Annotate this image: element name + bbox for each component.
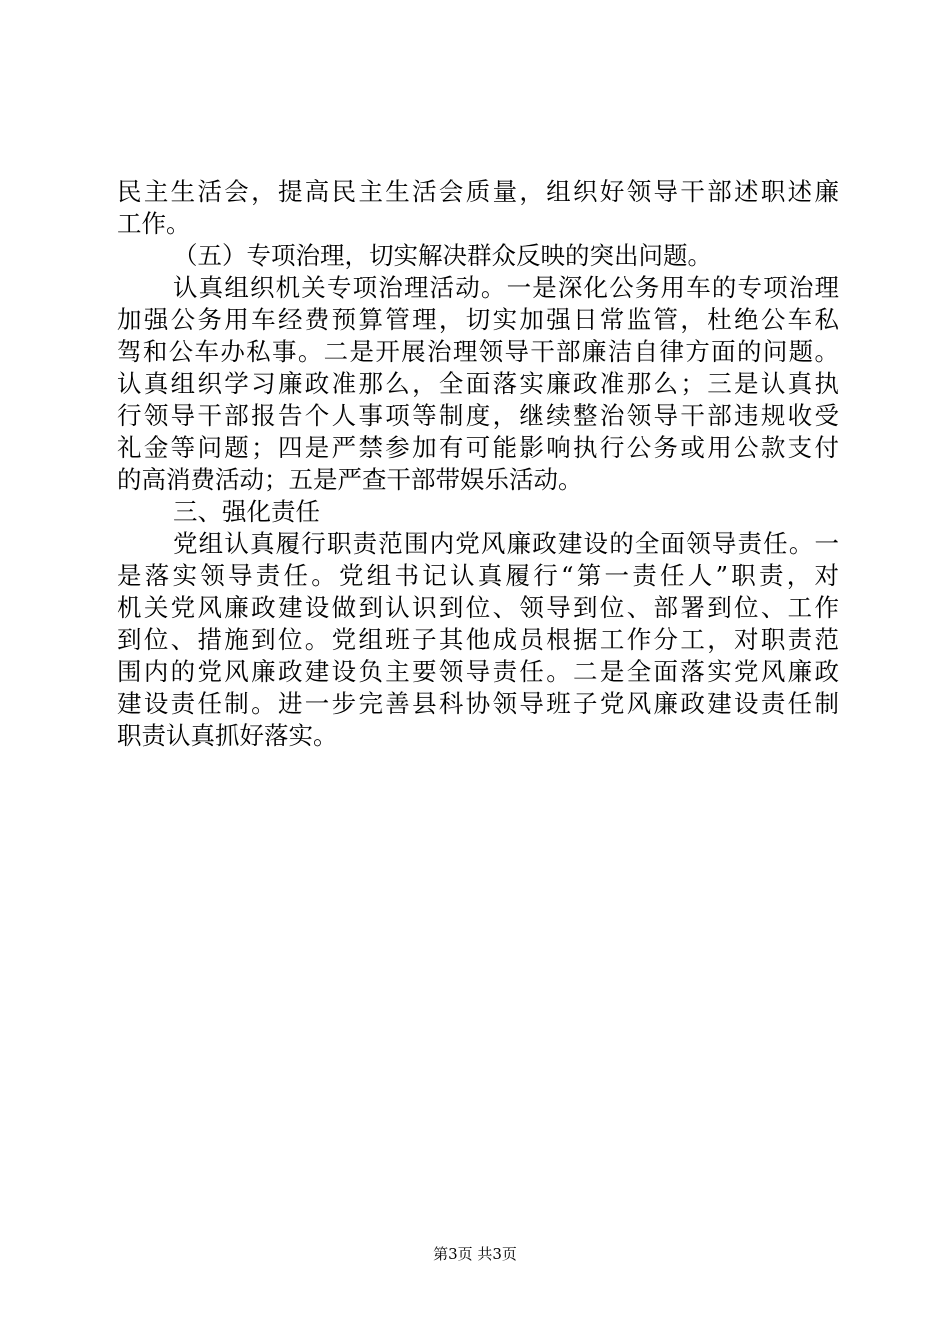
- text-line-8: 行领导干部报告个人事项等制度，继续整治领导干部违规收受: [117, 401, 839, 430]
- text-line-2: 工作。: [117, 209, 191, 238]
- text-line-15: 到位、措施到位。党组班子其他成员根据工作分工，对职责范: [117, 625, 839, 654]
- text-line-18: 职责认真抓好落实。: [117, 721, 338, 750]
- section-heading-5: （五）专项治理，切实解决群众反映的突出问题。: [173, 241, 712, 270]
- text-line-10: 的高消费活动；五是严查干部带娱乐活动。: [117, 465, 583, 494]
- page-footer: 第3页 共3页: [433, 1245, 517, 1263]
- text-line-9: 礼金等问题；四是严禁参加有可能影响执行公务或用公款支付: [117, 433, 839, 462]
- text-line-1: 民主生活会，提高民主生活会质量，组织好领导干部述职述廉: [117, 177, 839, 206]
- text-line-13: 是落实领导责任。党组书记认真履行“第一责任人”职责，对: [117, 561, 839, 590]
- text-line-5: 加强公务用车经费预算管理，切实加强日常监管，杜绝公车私: [117, 305, 839, 334]
- text-line-6: 驾和公车办私事。二是开展治理领导干部廉洁自律方面的问题。: [117, 337, 839, 366]
- text-line-4: 认真组织机关专项治理活动。一是深化公务用车的专项治理: [173, 273, 839, 302]
- section-heading-3: 三、强化责任: [173, 497, 320, 526]
- text-line-16: 围内的党风廉政建设负主要领导责任。二是全面落实党风廉政: [117, 657, 839, 686]
- text-line-12: 党组认真履行职责范围内党风廉政建设的全面领导责任。一: [173, 529, 839, 558]
- text-line-17: 建设责任制。进一步完善县科协领导班子党风廉政建设责任制: [117, 689, 839, 718]
- document-body: [117, 176, 839, 752]
- text-line-7: 认真组织学习廉政准那么，全面落实廉政准那么；三是认真执: [117, 369, 839, 398]
- text-line-14: 机关党风廉政建设做到认识到位、领导到位、部署到位、工作: [117, 593, 839, 622]
